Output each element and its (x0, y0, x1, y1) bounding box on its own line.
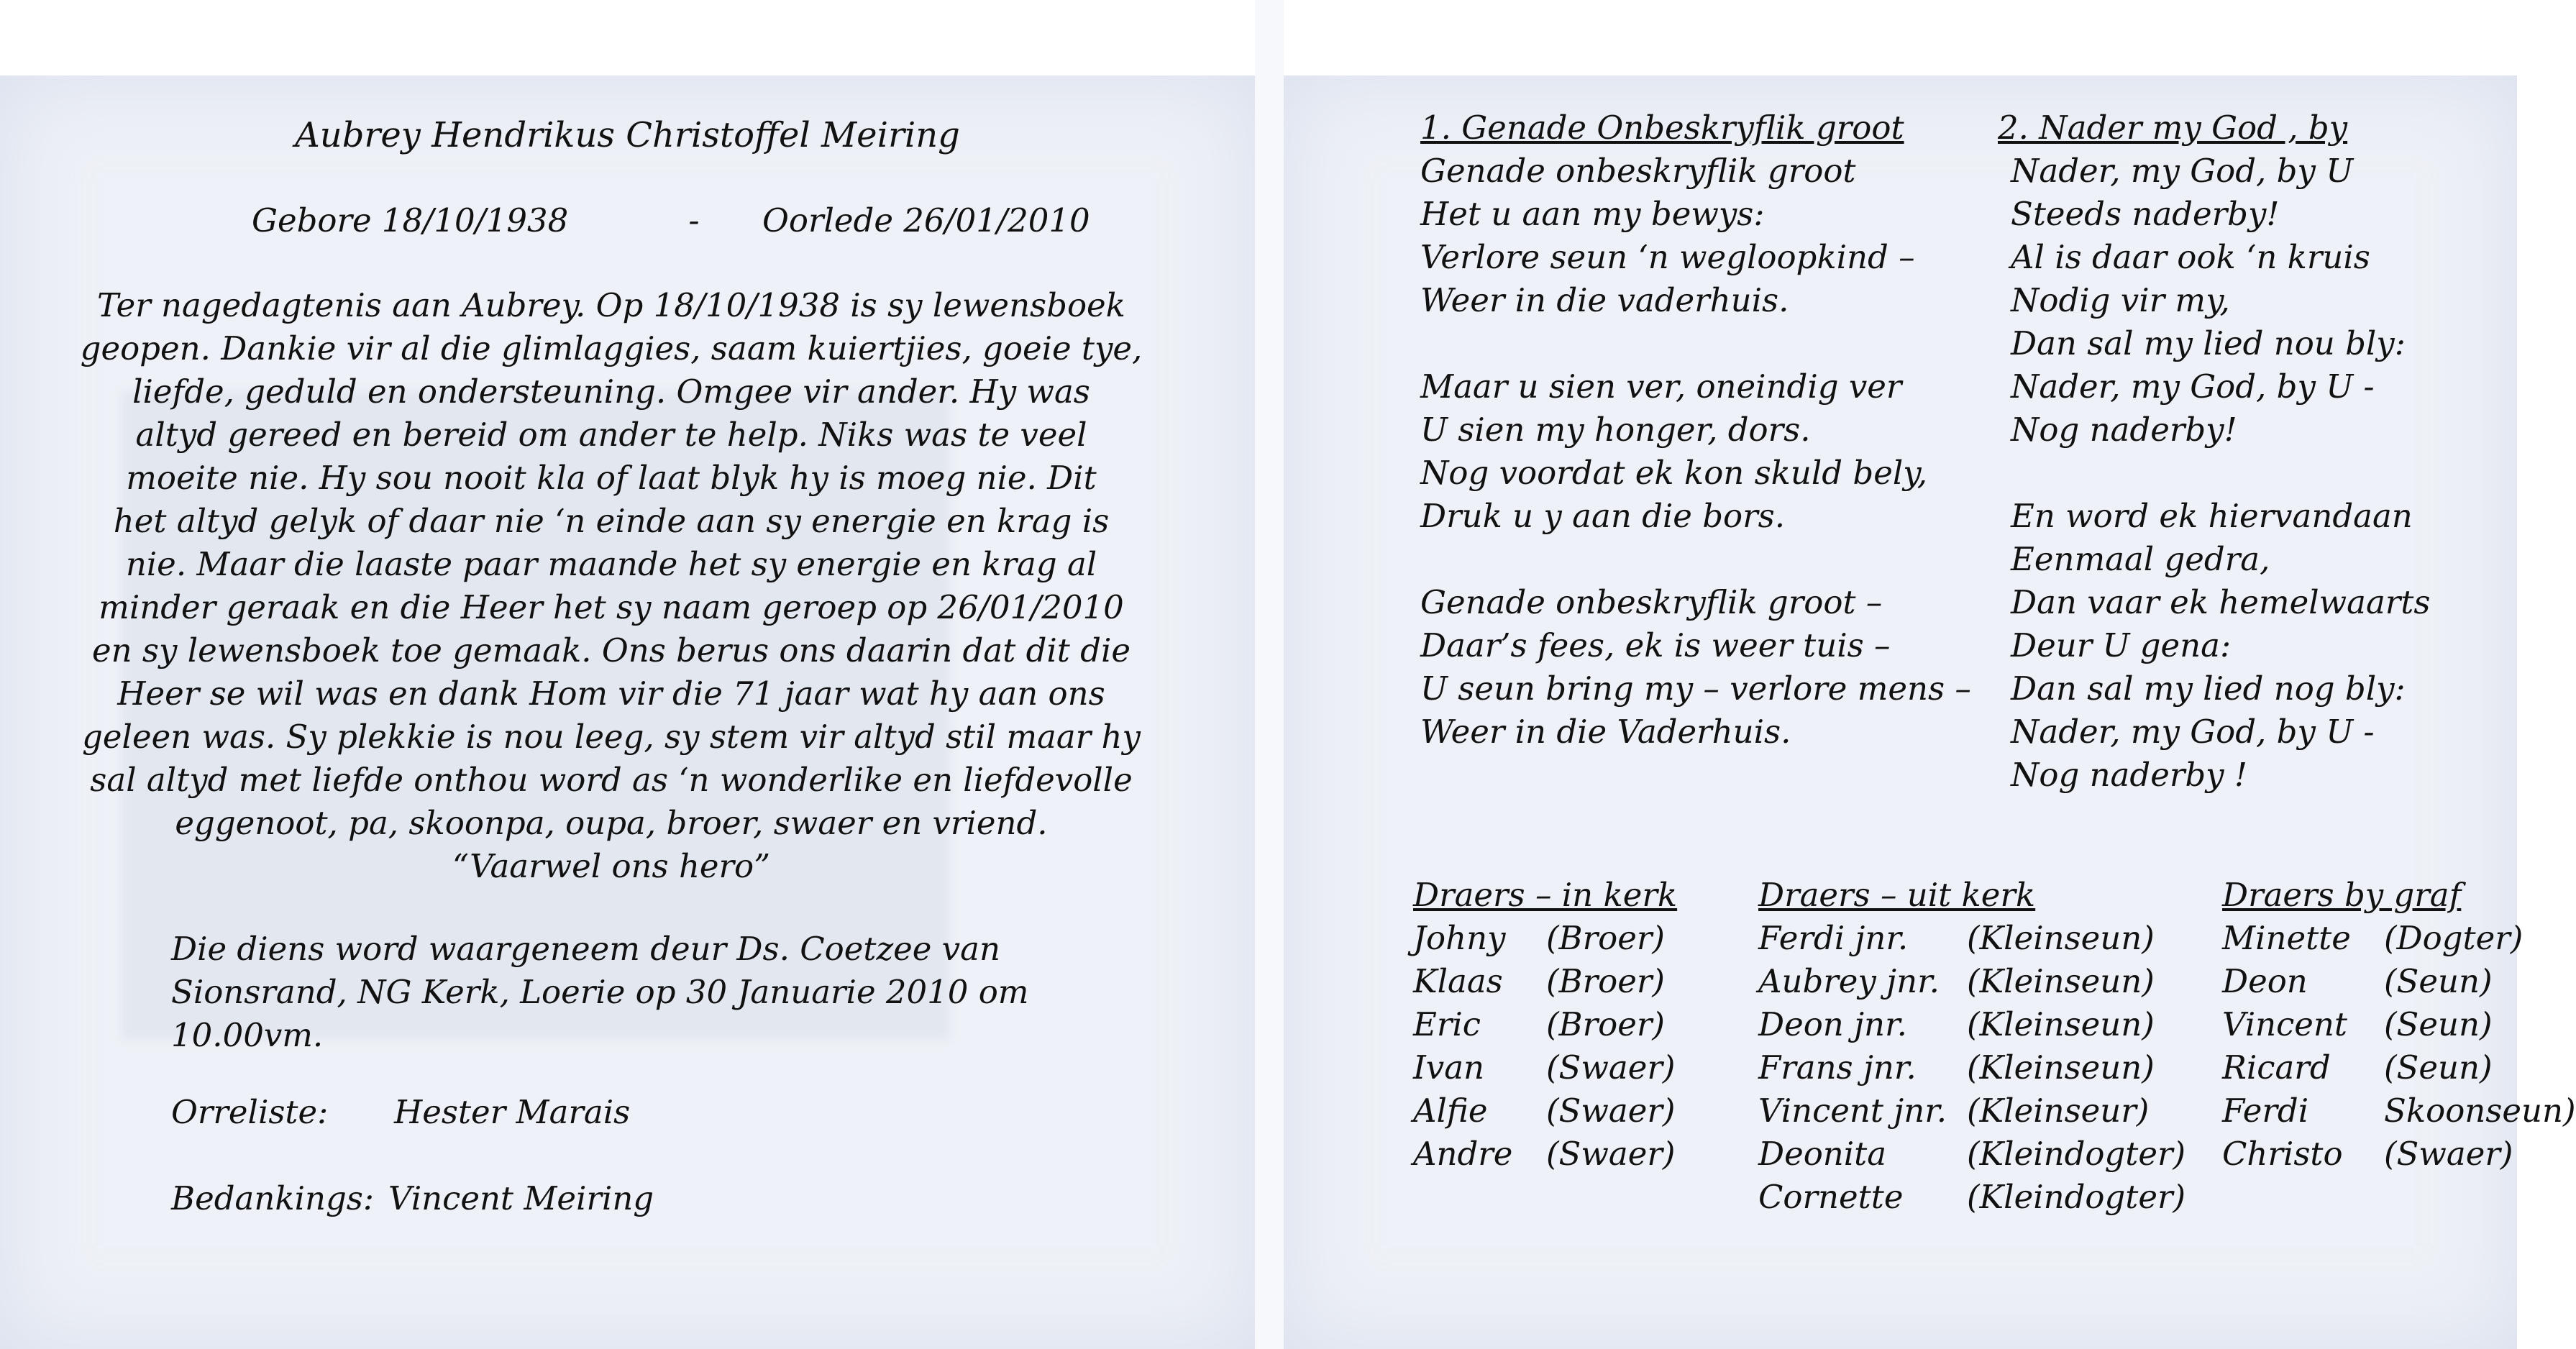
tribute-line: Ter nagedagtenis aan Aubrey. Op 18/10/1938 is sy lewensboek (97, 286, 1125, 324)
bearer-row (1413, 1003, 1677, 1046)
bearers-out-church-title: Draers – uit kerk (1758, 876, 2036, 914)
bearer-relation: (Broer) (1546, 1005, 1665, 1043)
bearer-relation: (Seun) (2384, 1048, 2493, 1087)
bearer-row (2222, 1003, 2576, 1046)
hymn-line: Nog naderby! (2011, 411, 2237, 449)
bearer-name: Johny (1413, 919, 1506, 957)
bearer-name: Vincent (2222, 1005, 2347, 1043)
hymn-1-lines (1420, 150, 1971, 754)
service-line: Sionsrand, NG Kerk, Loerie op 30 Januarie 2010 om (171, 973, 1029, 1011)
bearer-name: Christo (2222, 1135, 2343, 1173)
bearer-relation: (Seun) (2384, 1005, 2493, 1043)
page-fold (1255, 0, 1284, 1349)
bearer-relation: (Kleinseun) (1967, 1005, 2155, 1043)
bearer-name: Vincent jnr. (1758, 1092, 1947, 1130)
bearer-row (2222, 960, 2576, 1003)
bearer-row (2222, 1089, 2576, 1133)
bearer-row (1758, 1089, 2186, 1133)
hymn-line: Nog naderby ! (2011, 756, 2247, 794)
hymn-line: Nader, my God, by U - (2011, 713, 2375, 751)
tribute-line: geleen was. Sy plekkie is nou leeg, sy stem vir altyd stil maar hy (82, 718, 1141, 756)
bearer-row (1413, 1046, 1677, 1089)
tribute-line: het altyd gelyk of daar nie ‘n einde aan sy energie en krag is (113, 502, 1110, 540)
bearer-row (2222, 917, 2576, 960)
bearer-row (1413, 960, 1677, 1003)
bearer-name: Alfie (1413, 1092, 1488, 1130)
hymn-line: U seun bring my – verlore mens – (1420, 669, 1971, 708)
hymn-line: U sien my honger, dors. (1420, 411, 1811, 449)
bearer-row (1758, 1003, 2186, 1046)
hymn-line: Dan sal my lied nou bly: (2011, 324, 2406, 362)
bearer-row (1758, 917, 2186, 960)
bearer-relation: Skoonseun) (2384, 1092, 2576, 1130)
bearer-row (2222, 1046, 2576, 1089)
bearer-name: Ferdi jnr. (1758, 919, 1909, 957)
date-separator: - (688, 201, 700, 239)
tribute-line: “Vaarwel ons hero” (452, 847, 771, 885)
organist-row (171, 1093, 630, 1131)
hymn-line: Druk u y aan die bors. (1420, 497, 1786, 535)
tribute-line: sal altyd met liefde onthou word as ‘n wonderlike en liefdevolle (90, 761, 1133, 799)
bearer-row (1758, 1046, 2186, 1089)
bearer-row (1413, 917, 1677, 960)
bearer-relation: (Kleinseun) (1967, 962, 2155, 1000)
bearer-row (1758, 1133, 2186, 1176)
hymn-line: Verlore seun ‘n wegloopkind – (1420, 238, 1915, 276)
bearer-name: Deon (2222, 962, 2308, 1000)
hymn-line: Dan vaar ek hemelwaarts (2011, 583, 2431, 621)
bearer-name: Ferdi (2222, 1092, 2309, 1130)
hymn-line: Weer in die Vaderhuis. (1420, 713, 1791, 751)
service-line: Die diens word waargeneem deur Ds. Coetzee van (171, 930, 1000, 968)
bearer-relation: (Swaer) (1546, 1135, 1676, 1173)
organist-name: Hester Marais (394, 1093, 631, 1131)
bearer-relation: (Broer) (1546, 919, 1665, 957)
bearer-name: Ivan (1413, 1048, 1485, 1087)
hymn-line: Nog voordat ek kon skuld bely, (1420, 454, 1927, 492)
bearer-relation: (Swaer) (1546, 1048, 1676, 1087)
hymn-line: Steeds naderby! (2011, 195, 2280, 233)
stanza-gap (2011, 452, 2430, 495)
bearer-row (1758, 1176, 2186, 1219)
hymn-line: En word ek hiervandaan (2011, 497, 2413, 535)
deceased-name: Aubrey Hendrikus Christoffel Meiring (295, 115, 960, 155)
bearer-relation: (Kleindogter) (1967, 1178, 2186, 1216)
tribute-line: geopen. Dankie vir al die glimlaggies, saam kuiertjies, goeie tye, (80, 329, 1143, 367)
bearer-name: Minette (2222, 919, 2351, 957)
tribute-line: liefde, geduld en ondersteuning. Omgee vir ander. Hy was (132, 372, 1090, 411)
hymn-line: Het u aan my bewys: (1420, 195, 1765, 233)
stanza-gap (1420, 538, 1971, 581)
tribute-line: Heer se wil was en dank Hom vir die 71 jaar wat hy aan ons (117, 674, 1105, 713)
bearer-relation: (Swaer) (2384, 1135, 2513, 1173)
service-details (171, 928, 1028, 1057)
bearer-relation: (Broer) (1546, 962, 1665, 1000)
bearers-in-church (1413, 874, 1677, 1176)
bearer-relation: (Kleinseun) (1967, 919, 2155, 957)
bearer-row (2222, 1133, 2576, 1176)
bearer-relation: (Seun) (2384, 962, 2493, 1000)
stanza-gap (1420, 322, 1971, 365)
bearer-name: Klaas (1413, 962, 1503, 1000)
tribute-line: nie. Maar die laaste paar maande het sy energie en krag al (125, 545, 1097, 583)
bearer-relation: (Kleinseur) (1967, 1092, 2150, 1130)
bearer-name: Cornette (1758, 1178, 1904, 1216)
hymn-line: Maar u sien ver, oneindig ver (1420, 367, 1902, 406)
tribute-line: altyd gereed en bereid om ander te help. Niks was te veel (135, 416, 1087, 454)
hymn-2-title: 2. Nader my God , by (1998, 109, 2348, 147)
bearer-name: Andre (1413, 1135, 1513, 1173)
death-date: Oorlede 26/01/2010 (762, 201, 1090, 239)
bearers-at-grave (2222, 874, 2576, 1176)
hymn-line: Nader, my God, by U (2011, 152, 2354, 190)
tribute-text (72, 284, 1151, 888)
life-dates (252, 201, 1090, 240)
bearer-name: Frans jnr. (1758, 1048, 1917, 1087)
bearer-name: Deon jnr. (1758, 1005, 1907, 1043)
tribute-line: minder geraak en die Heer het sy naam geroep op 26/01/2010 (99, 588, 1124, 626)
hymn-line: Genade onbeskryflik groot (1420, 152, 1856, 190)
birth-date: Gebore 18/10/1938 (252, 201, 569, 239)
tribute-line: eggenoot, pa, skoonpa, oupa, broer, swaer en vriend. (175, 804, 1048, 842)
hymn-line: Genade onbeskryflik groot – (1420, 583, 1883, 621)
bearer-name: Eric (1413, 1005, 1481, 1043)
tribute-line: moeite nie. Hy sou nooit kla of laat blyk hy is moeg nie. Dit (126, 459, 1097, 497)
bearers-out-church-list (1758, 917, 2186, 1219)
hymn-line: Deur U gena: (2011, 626, 2232, 664)
hymn-line: Weer in die vaderhuis. (1420, 281, 1789, 319)
bearer-name: Aubrey jnr. (1758, 962, 1940, 1000)
bearer-name: Ricard (2222, 1048, 2331, 1087)
hymn-2 (1998, 106, 2430, 797)
bearers-out-church (1758, 874, 2186, 1219)
thanks-row (171, 1179, 654, 1217)
bearers-in-church-title: Draers – in kerk (1413, 876, 1678, 914)
bearer-relation: (Kleinseun) (1967, 1048, 2155, 1087)
hymn-line: Daar’s fees, ek is weer tuis – (1420, 626, 1891, 664)
bearer-relation: (Swaer) (1546, 1092, 1676, 1130)
hymn-line: Al is daar ook ‘n kruis (2011, 238, 2370, 276)
organist-label: Orreliste: (171, 1093, 329, 1131)
hymn-line: Nodig vir my, (2011, 281, 2230, 319)
bearer-row (1413, 1133, 1677, 1176)
bearer-relation: (Dogter) (2384, 919, 2524, 957)
bearer-row (1758, 960, 2186, 1003)
bearer-name: Deonita (1758, 1135, 1887, 1173)
hymn-line: Dan sal my lied nog bly: (2011, 669, 2406, 708)
hymn-line: Eenmaal gedra, (2011, 540, 2270, 578)
bearers-at-grave-title: Draers by graf (2222, 876, 2462, 914)
hymn-1-title: 1. Genade Onbeskryflik groot (1420, 109, 1904, 147)
thanks-name: Vincent Meiring (388, 1179, 654, 1217)
hymn-line: Nader, my God, by U - (2011, 367, 2375, 406)
hymn-1 (1420, 106, 1971, 754)
hymn-2-lines (1998, 150, 2430, 797)
bearer-relation: (Kleindogter) (1967, 1135, 2186, 1173)
tribute-line: en sy lewensboek toe gemaak. Ons berus ons daarin dat dit die (92, 631, 1131, 669)
thanks-label: Bedankings: (171, 1179, 375, 1217)
bearers-in-church-list (1413, 917, 1677, 1176)
bearers-at-grave-list (2222, 917, 2576, 1176)
service-line: 10.00vm. (171, 1016, 324, 1054)
bearer-row (1413, 1089, 1677, 1133)
